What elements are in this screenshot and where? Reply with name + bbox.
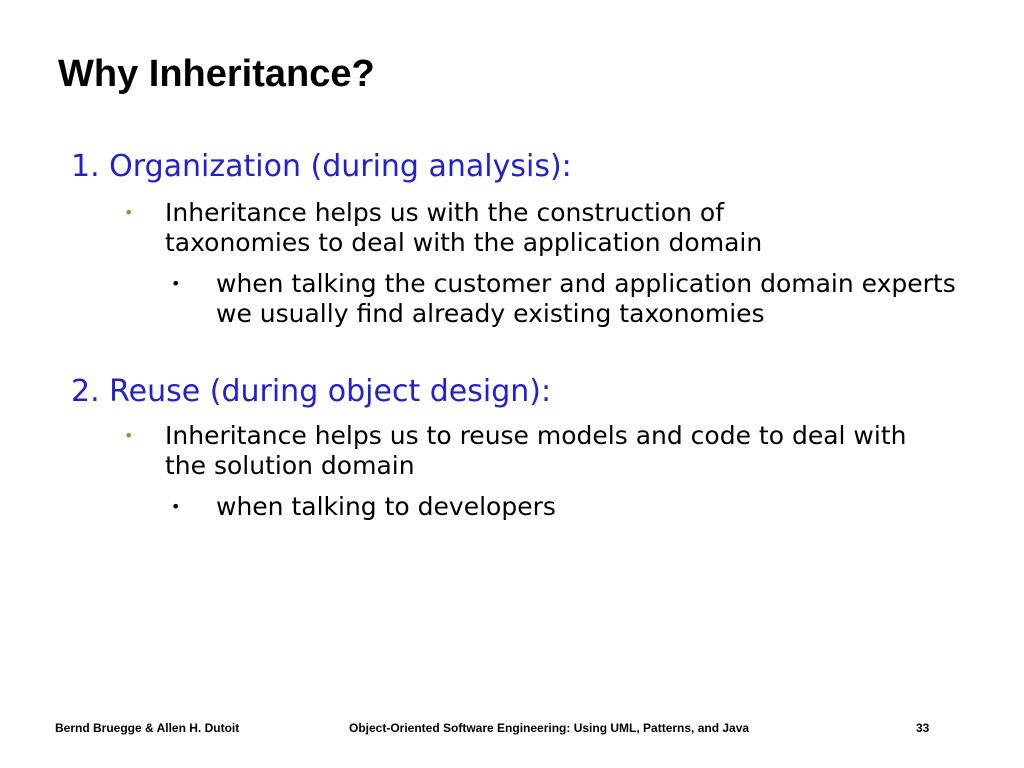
- sub-bullet-text: when talking the customer and application domain experts we usually find already existing taxonomies: [216, 269, 956, 328]
- section-heading-reuse: 2. Reuse (during object design):: [71, 374, 552, 409]
- bullet-marker: •: [124, 203, 134, 222]
- bullet-text: Inheritance helps us with the construction of taxonomies to deal with the application domain: [165, 198, 763, 257]
- section-heading-organization: 1. Organization (during analysis):: [71, 149, 572, 184]
- bullet-marker: •: [124, 426, 134, 445]
- slide-title: Why Inheritance?: [58, 53, 375, 95]
- sub-bullet-text: when talking to developers: [216, 492, 556, 521]
- bullet-item: [124, 421, 954, 481]
- bullet-item: [124, 198, 844, 258]
- footer-authors: Bernd Bruegge & Allen H. Dutoit: [55, 721, 240, 735]
- bullet-text: Inheritance helps us to reuse models and code to deal with the solution domain: [165, 421, 907, 480]
- sub-bullet-item: [171, 492, 961, 522]
- footer-book-title: Object-Oriented Software Engineering: Using UML, Patterns, and Java: [349, 721, 750, 735]
- sub-bullet-marker: •: [171, 274, 181, 293]
- footer-page-number: 33: [916, 721, 930, 735]
- sub-bullet-item: [171, 269, 961, 329]
- sub-bullet-marker: •: [171, 497, 181, 516]
